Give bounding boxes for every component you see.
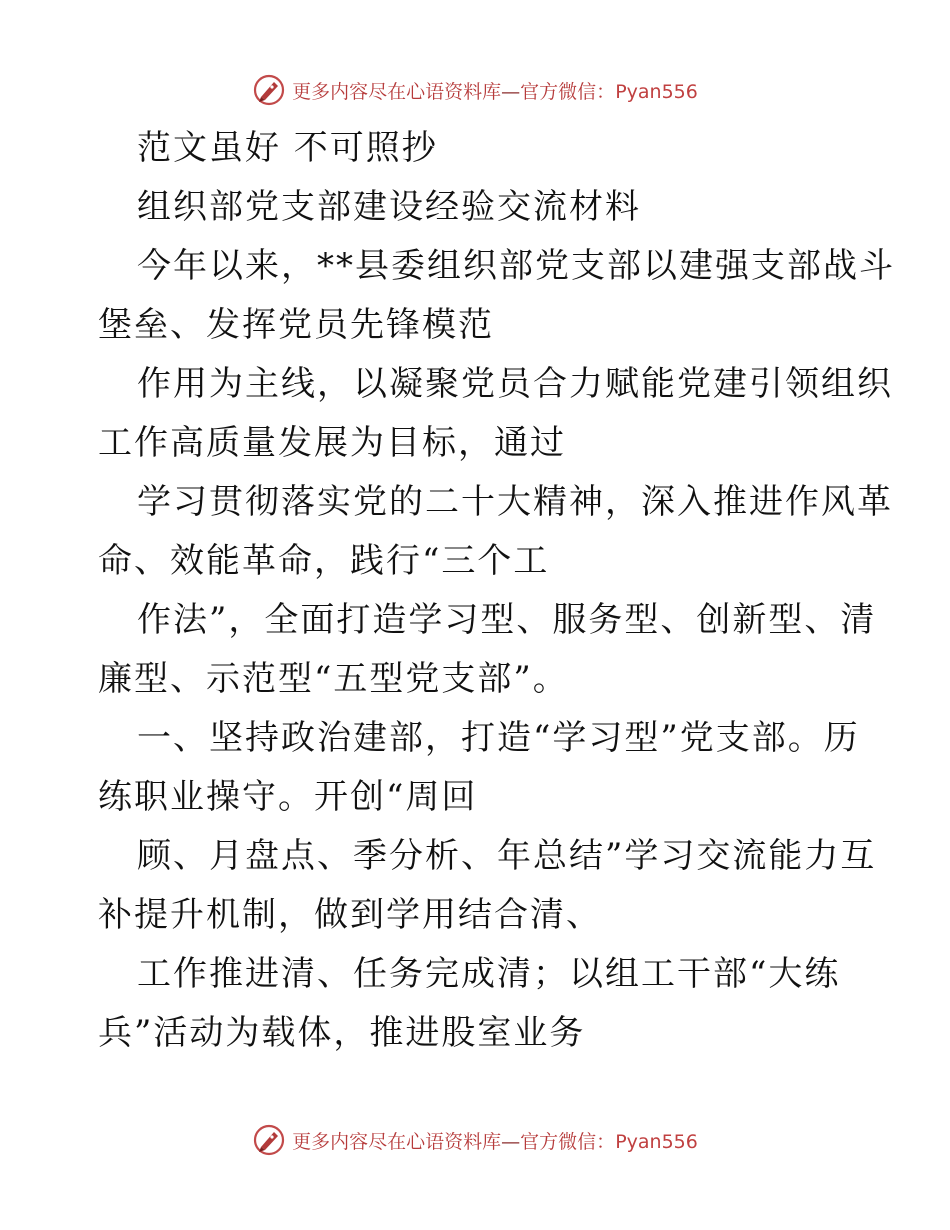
paragraph-line: 顾、月盘点、季分析、年总结”学习交流能力互 (137, 836, 877, 876)
paragraph-line: 命、效能革命，践行“三个工 (98, 541, 550, 581)
paragraph-line: 兵”活动为载体，推进股室业务 (98, 1013, 586, 1053)
watermark-site-text: 更多内容尽在心语资料库 (292, 80, 502, 103)
paragraph-line: 补提升机制，做到学用结合清、 (98, 895, 602, 935)
watermark-separator: — (501, 1130, 521, 1153)
paragraph-line: 工作推进清、任务完成清；以组工干部“大练 (137, 954, 841, 994)
paragraph-line: 堡垒、发挥党员先锋模范 (98, 305, 494, 345)
watermark-wechat-label: 官方微信： (520, 80, 616, 103)
paragraph-line: 一、坚持政治建部，打造“学习型”党支部。历 (137, 718, 860, 758)
pen-nib-logo-icon (252, 73, 286, 107)
watermark-wechat-id: Pyan556 (615, 1130, 698, 1153)
document-title: 组织部党支部建设经验交流材料 (137, 187, 641, 227)
pen-nib-logo-icon (252, 1123, 286, 1157)
paragraph-line: 练职业操守。开创“周回 (98, 777, 478, 817)
watermark-wechat-label: 官方微信： (520, 1130, 616, 1153)
paragraph-line: 作用为主线，以凝聚党员合力赋能党建引领组织 (137, 364, 893, 404)
paragraph-line: 作法”，全面打造学习型、服务型、创新型、清 (137, 600, 877, 640)
watermark-wechat-id: Pyan556 (615, 80, 698, 103)
watermark-banner-bottom (0, 1120, 950, 1160)
watermark-site-text: 更多内容尽在心语资料库 (292, 1130, 502, 1153)
paragraph-line: 学习贯彻落实党的二十大精神，深入推进作风革 (137, 482, 893, 522)
watermark-separator: — (501, 80, 521, 103)
document-motto: 范文虽好 不可照抄 (137, 128, 438, 168)
paragraph-line: 工作高质量发展为目标，通过 (98, 423, 566, 463)
paragraph-line: 今年以来，**县委组织部党支部以建强支部战斗 (137, 246, 895, 286)
watermark-banner-top (0, 70, 950, 110)
paragraph-line: 廉型、示范型“五型党支部”。 (98, 659, 569, 699)
